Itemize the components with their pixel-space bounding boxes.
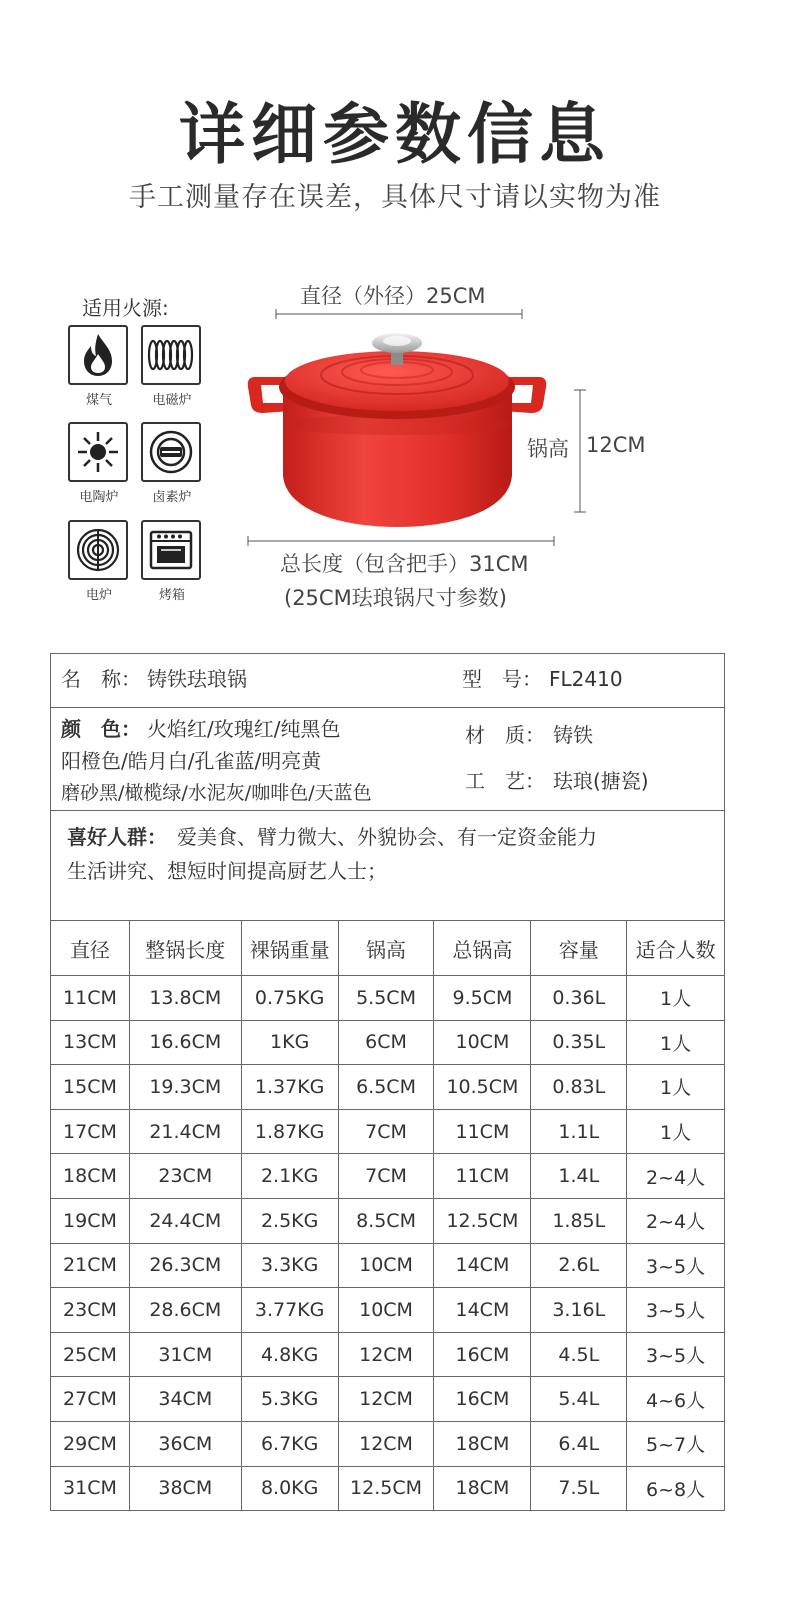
table-cell: 2.5KG xyxy=(241,1198,338,1243)
table-cell: 3.77KG xyxy=(241,1288,338,1333)
audience-line-2: 生活讲究、想短时间提高厨艺人士； xyxy=(67,859,387,883)
heat-source-electric xyxy=(68,520,130,604)
size-note: (25CM珐琅锅尺寸参数) xyxy=(284,586,507,610)
table-cell: 1KG xyxy=(241,1020,338,1065)
heat-source-name: 煤气 xyxy=(85,393,112,408)
table-row xyxy=(51,1065,725,1110)
table-cell: 23CM xyxy=(129,1154,241,1199)
table-cell: 4.5L xyxy=(531,1332,627,1377)
induction-coil-icon xyxy=(141,325,201,385)
audience-label: 喜好人群： xyxy=(67,825,167,849)
table-cell: 11CM xyxy=(434,1109,531,1154)
table-cell: 31CM xyxy=(51,1466,130,1511)
table-cell: 5.4L xyxy=(531,1377,627,1422)
table-cell: 8.0KG xyxy=(241,1466,338,1511)
table-row xyxy=(51,1288,725,1333)
table-cell: 18CM xyxy=(51,1154,130,1199)
craft-value: 珐琅(搪瓷) xyxy=(553,769,649,793)
product-info-table xyxy=(50,653,725,921)
table-cell: 10CM xyxy=(338,1243,434,1288)
electric-coil-icon xyxy=(68,520,128,580)
table-cell: 5.5CM xyxy=(338,976,434,1021)
table-cell: 9.5CM xyxy=(434,976,531,1021)
table-cell: 1.37KG xyxy=(241,1065,338,1110)
table-cell: 7CM xyxy=(338,1154,434,1199)
table-cell: 38CM xyxy=(129,1466,241,1511)
table-cell: 14CM xyxy=(434,1288,531,1333)
color-line-1: 火焰红/玫瑰红/纯黑色 xyxy=(147,717,341,741)
size-table-body xyxy=(51,976,725,1511)
header-total-length: 整锅长度 xyxy=(129,921,241,976)
table-row xyxy=(51,1421,725,1466)
table-cell: 12.5CM xyxy=(338,1466,434,1511)
ceramic-sun-icon xyxy=(68,422,128,482)
color-line-3: 磨砂黑/橄榄绿/水泥灰/咖啡色/天蓝色 xyxy=(61,782,372,804)
heat-source-halogen xyxy=(141,422,203,506)
table-cell: 19CM xyxy=(51,1198,130,1243)
table-cell: 7CM xyxy=(338,1109,434,1154)
table-cell: 3.3KG xyxy=(241,1243,338,1288)
table-cell: 18CM xyxy=(434,1421,531,1466)
heat-source-name: 电陶炉 xyxy=(79,490,119,505)
size-spec-table xyxy=(50,920,725,1511)
table-cell: 6CM xyxy=(338,1020,434,1065)
table-row xyxy=(51,1154,725,1199)
diameter-label: 直径（外径）25CM xyxy=(300,284,486,308)
table-row xyxy=(51,1198,725,1243)
heat-source-gas xyxy=(68,325,130,409)
table-cell: 3~5人 xyxy=(627,1243,725,1288)
table-cell: 0.83L xyxy=(531,1065,627,1110)
table-cell: 1.85L xyxy=(531,1198,627,1243)
table-cell: 4.8KG xyxy=(241,1332,338,1377)
table-cell: 27CM xyxy=(51,1377,130,1422)
table-cell: 10.5CM xyxy=(434,1065,531,1110)
table-cell: 4~6人 xyxy=(627,1377,725,1422)
header-pot-weight: 裸锅重量 xyxy=(241,921,338,976)
diameter-dimension-line xyxy=(274,308,524,320)
table-cell: 14CM xyxy=(434,1243,531,1288)
table-cell: 11CM xyxy=(51,976,130,1021)
table-cell: 2~4人 xyxy=(627,1154,725,1199)
table-cell: 6~8人 xyxy=(627,1466,725,1511)
header-diameter: 直径 xyxy=(51,921,130,976)
enamel-pot-image xyxy=(245,325,550,535)
name-value: 铸铁珐琅锅 xyxy=(147,667,247,691)
table-cell: 16CM xyxy=(434,1332,531,1377)
table-cell: 15CM xyxy=(51,1065,130,1110)
table-cell: 34CM xyxy=(129,1377,241,1422)
material-value: 铸铁 xyxy=(553,723,593,747)
table-cell: 3~5人 xyxy=(627,1288,725,1333)
table-cell: 25CM xyxy=(51,1332,130,1377)
header-total-height: 总锅高 xyxy=(434,921,531,976)
heat-source-ceramic xyxy=(68,422,130,506)
table-cell: 0.75KG xyxy=(241,976,338,1021)
table-cell: 21.4CM xyxy=(129,1109,241,1154)
header-servings: 适合人数 xyxy=(627,921,725,976)
model-label: 型 号： xyxy=(462,667,542,691)
table-cell: 5~7人 xyxy=(627,1421,725,1466)
table-row xyxy=(51,1377,725,1422)
table-row xyxy=(51,1243,725,1288)
table-row xyxy=(51,1109,725,1154)
table-cell: 1.4L xyxy=(531,1154,627,1199)
divider xyxy=(51,707,724,708)
table-cell: 1.1L xyxy=(531,1109,627,1154)
table-cell: 1人 xyxy=(627,976,725,1021)
height-value: 12CM xyxy=(586,433,646,457)
height-dimension-line xyxy=(573,388,587,514)
table-cell: 13CM xyxy=(51,1020,130,1065)
table-cell: 12CM xyxy=(338,1332,434,1377)
table-cell: 6.4L xyxy=(531,1421,627,1466)
heat-source-name: 烤箱 xyxy=(158,588,185,603)
table-cell: 1人 xyxy=(627,1109,725,1154)
total-length-label: 总长度（包含把手）31CM xyxy=(280,552,529,576)
table-header-row xyxy=(51,921,725,976)
heat-source-induction xyxy=(141,325,203,409)
page-subtitle: 手工测量存在误差，具体尺寸请以实物为准 xyxy=(129,182,661,213)
table-cell: 6.7KG xyxy=(241,1421,338,1466)
table-row xyxy=(51,1466,725,1511)
material-label: 材 质： xyxy=(465,723,545,747)
heat-source-name: 电炉 xyxy=(85,588,112,603)
table-cell: 3.16L xyxy=(531,1288,627,1333)
table-row xyxy=(51,976,725,1021)
table-cell: 2.6L xyxy=(531,1243,627,1288)
table-cell: 24.4CM xyxy=(129,1198,241,1243)
table-cell: 8.5CM xyxy=(338,1198,434,1243)
table-cell: 5.3KG xyxy=(241,1377,338,1422)
table-cell: 31CM xyxy=(129,1332,241,1377)
table-cell: 13.8CM xyxy=(129,976,241,1021)
height-label: 锅高 xyxy=(527,437,569,461)
table-cell: 19.3CM xyxy=(129,1065,241,1110)
color-line-2: 阳橙色/皓月白/孔雀蓝/明亮黄 xyxy=(61,749,322,773)
table-cell: 12CM xyxy=(338,1421,434,1466)
table-row xyxy=(51,1020,725,1065)
table-cell: 28.6CM xyxy=(129,1288,241,1333)
table-cell: 6.5CM xyxy=(338,1065,434,1110)
table-cell: 2.1KG xyxy=(241,1154,338,1199)
table-cell: 3~5人 xyxy=(627,1332,725,1377)
page-title: 详细参数信息 xyxy=(179,96,611,173)
table-cell: 36CM xyxy=(129,1421,241,1466)
audience-line-1: 爱美食、臂力微大、外貌协会、有一定资金能力 xyxy=(177,825,597,849)
gas-flame-icon xyxy=(68,325,128,385)
table-cell: 2~4人 xyxy=(627,1198,725,1243)
header-pot-height: 锅高 xyxy=(338,921,434,976)
table-cell: 26.3CM xyxy=(129,1243,241,1288)
table-cell: 0.35L xyxy=(531,1020,627,1065)
table-cell: 10CM xyxy=(434,1020,531,1065)
table-cell: 1.87KG xyxy=(241,1109,338,1154)
table-cell: 21CM xyxy=(51,1243,130,1288)
divider xyxy=(51,810,724,811)
table-cell: 12.5CM xyxy=(434,1198,531,1243)
table-cell: 1人 xyxy=(627,1065,725,1110)
heat-source-name: 电磁炉 xyxy=(152,393,192,408)
halogen-ring-icon xyxy=(141,422,201,482)
header-capacity: 容量 xyxy=(531,921,627,976)
name-label: 名 称： xyxy=(61,667,141,691)
model-value: FL2410 xyxy=(549,667,623,691)
table-cell: 16CM xyxy=(434,1377,531,1422)
table-cell: 12CM xyxy=(338,1377,434,1422)
table-cell: 10CM xyxy=(338,1288,434,1333)
table-row xyxy=(51,1332,725,1377)
table-cell: 23CM xyxy=(51,1288,130,1333)
table-cell: 7.5L xyxy=(531,1466,627,1511)
table-cell: 16.6CM xyxy=(129,1020,241,1065)
craft-label: 工 艺： xyxy=(465,769,545,793)
oven-icon xyxy=(141,520,201,580)
table-cell: 17CM xyxy=(51,1109,130,1154)
color-label: 颜 色： xyxy=(61,717,141,741)
heat-source-oven xyxy=(141,520,203,604)
table-cell: 0.36L xyxy=(531,976,627,1021)
heat-source-name: 卤素炉 xyxy=(152,490,192,505)
length-dimension-line xyxy=(246,535,556,547)
heat-source-label: 适用火源: xyxy=(82,296,169,320)
table-cell: 18CM xyxy=(434,1466,531,1511)
table-cell: 29CM xyxy=(51,1421,130,1466)
table-cell: 11CM xyxy=(434,1154,531,1199)
table-cell: 1人 xyxy=(627,1020,725,1065)
